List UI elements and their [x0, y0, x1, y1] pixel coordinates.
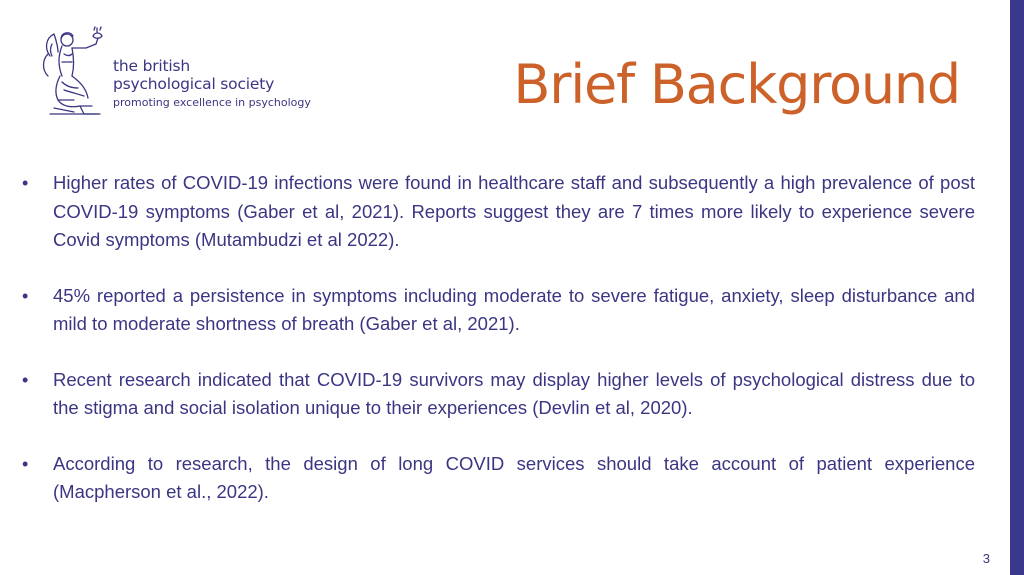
bullet-point-icon: • [22, 285, 29, 306]
bullet-item [22, 169, 975, 255]
bullet-point-icon: • [22, 173, 29, 193]
bullet-text: 45% reported a persistence in symptoms including moderate to severe fatigue, anxiety, sleep disturbance and mild to moderate shortness of breath (Gaber et al, 2021). [53, 284, 975, 334]
bullet-text: According to research, the design of long COVID services should take account of patient experience (Macpherson et al., 2022). [53, 452, 975, 502]
bullet-point-icon: • [22, 369, 29, 390]
bullet-text: Higher rates of COVID-19 infections were found in healthcare staff and subsequently a high prevalence of post COVID-19 symptoms (Gaber et al, 2021). Reports suggest they are 7 times more likely to experience severe Covid symptoms (Mutambudzi et al 2022). [53, 172, 975, 250]
logo-text [113, 57, 311, 110]
psyche-figure-icon [40, 26, 110, 118]
bullet-item [22, 450, 975, 507]
side-accent-bar [1010, 0, 1024, 575]
logo-tagline: promoting excellence in psychology [113, 96, 311, 109]
logo-name-line2: psychological society [113, 75, 275, 93]
page-number: 3 [982, 551, 990, 566]
bullet-text: Recent research indicated that COVID-19 survivors may display higher levels of psychological distress due to the stigma and social isolation unique to their experiences (Devlin et al, 2020). [53, 368, 975, 418]
bullet-item [22, 366, 975, 423]
bullet-item [22, 282, 975, 339]
slide-title: Brief Background [513, 53, 960, 116]
bps-logo [40, 26, 330, 120]
logo-name-line1: the british [113, 57, 190, 75]
bullet-point-icon: • [22, 453, 29, 474]
bullet-list [22, 169, 975, 534]
